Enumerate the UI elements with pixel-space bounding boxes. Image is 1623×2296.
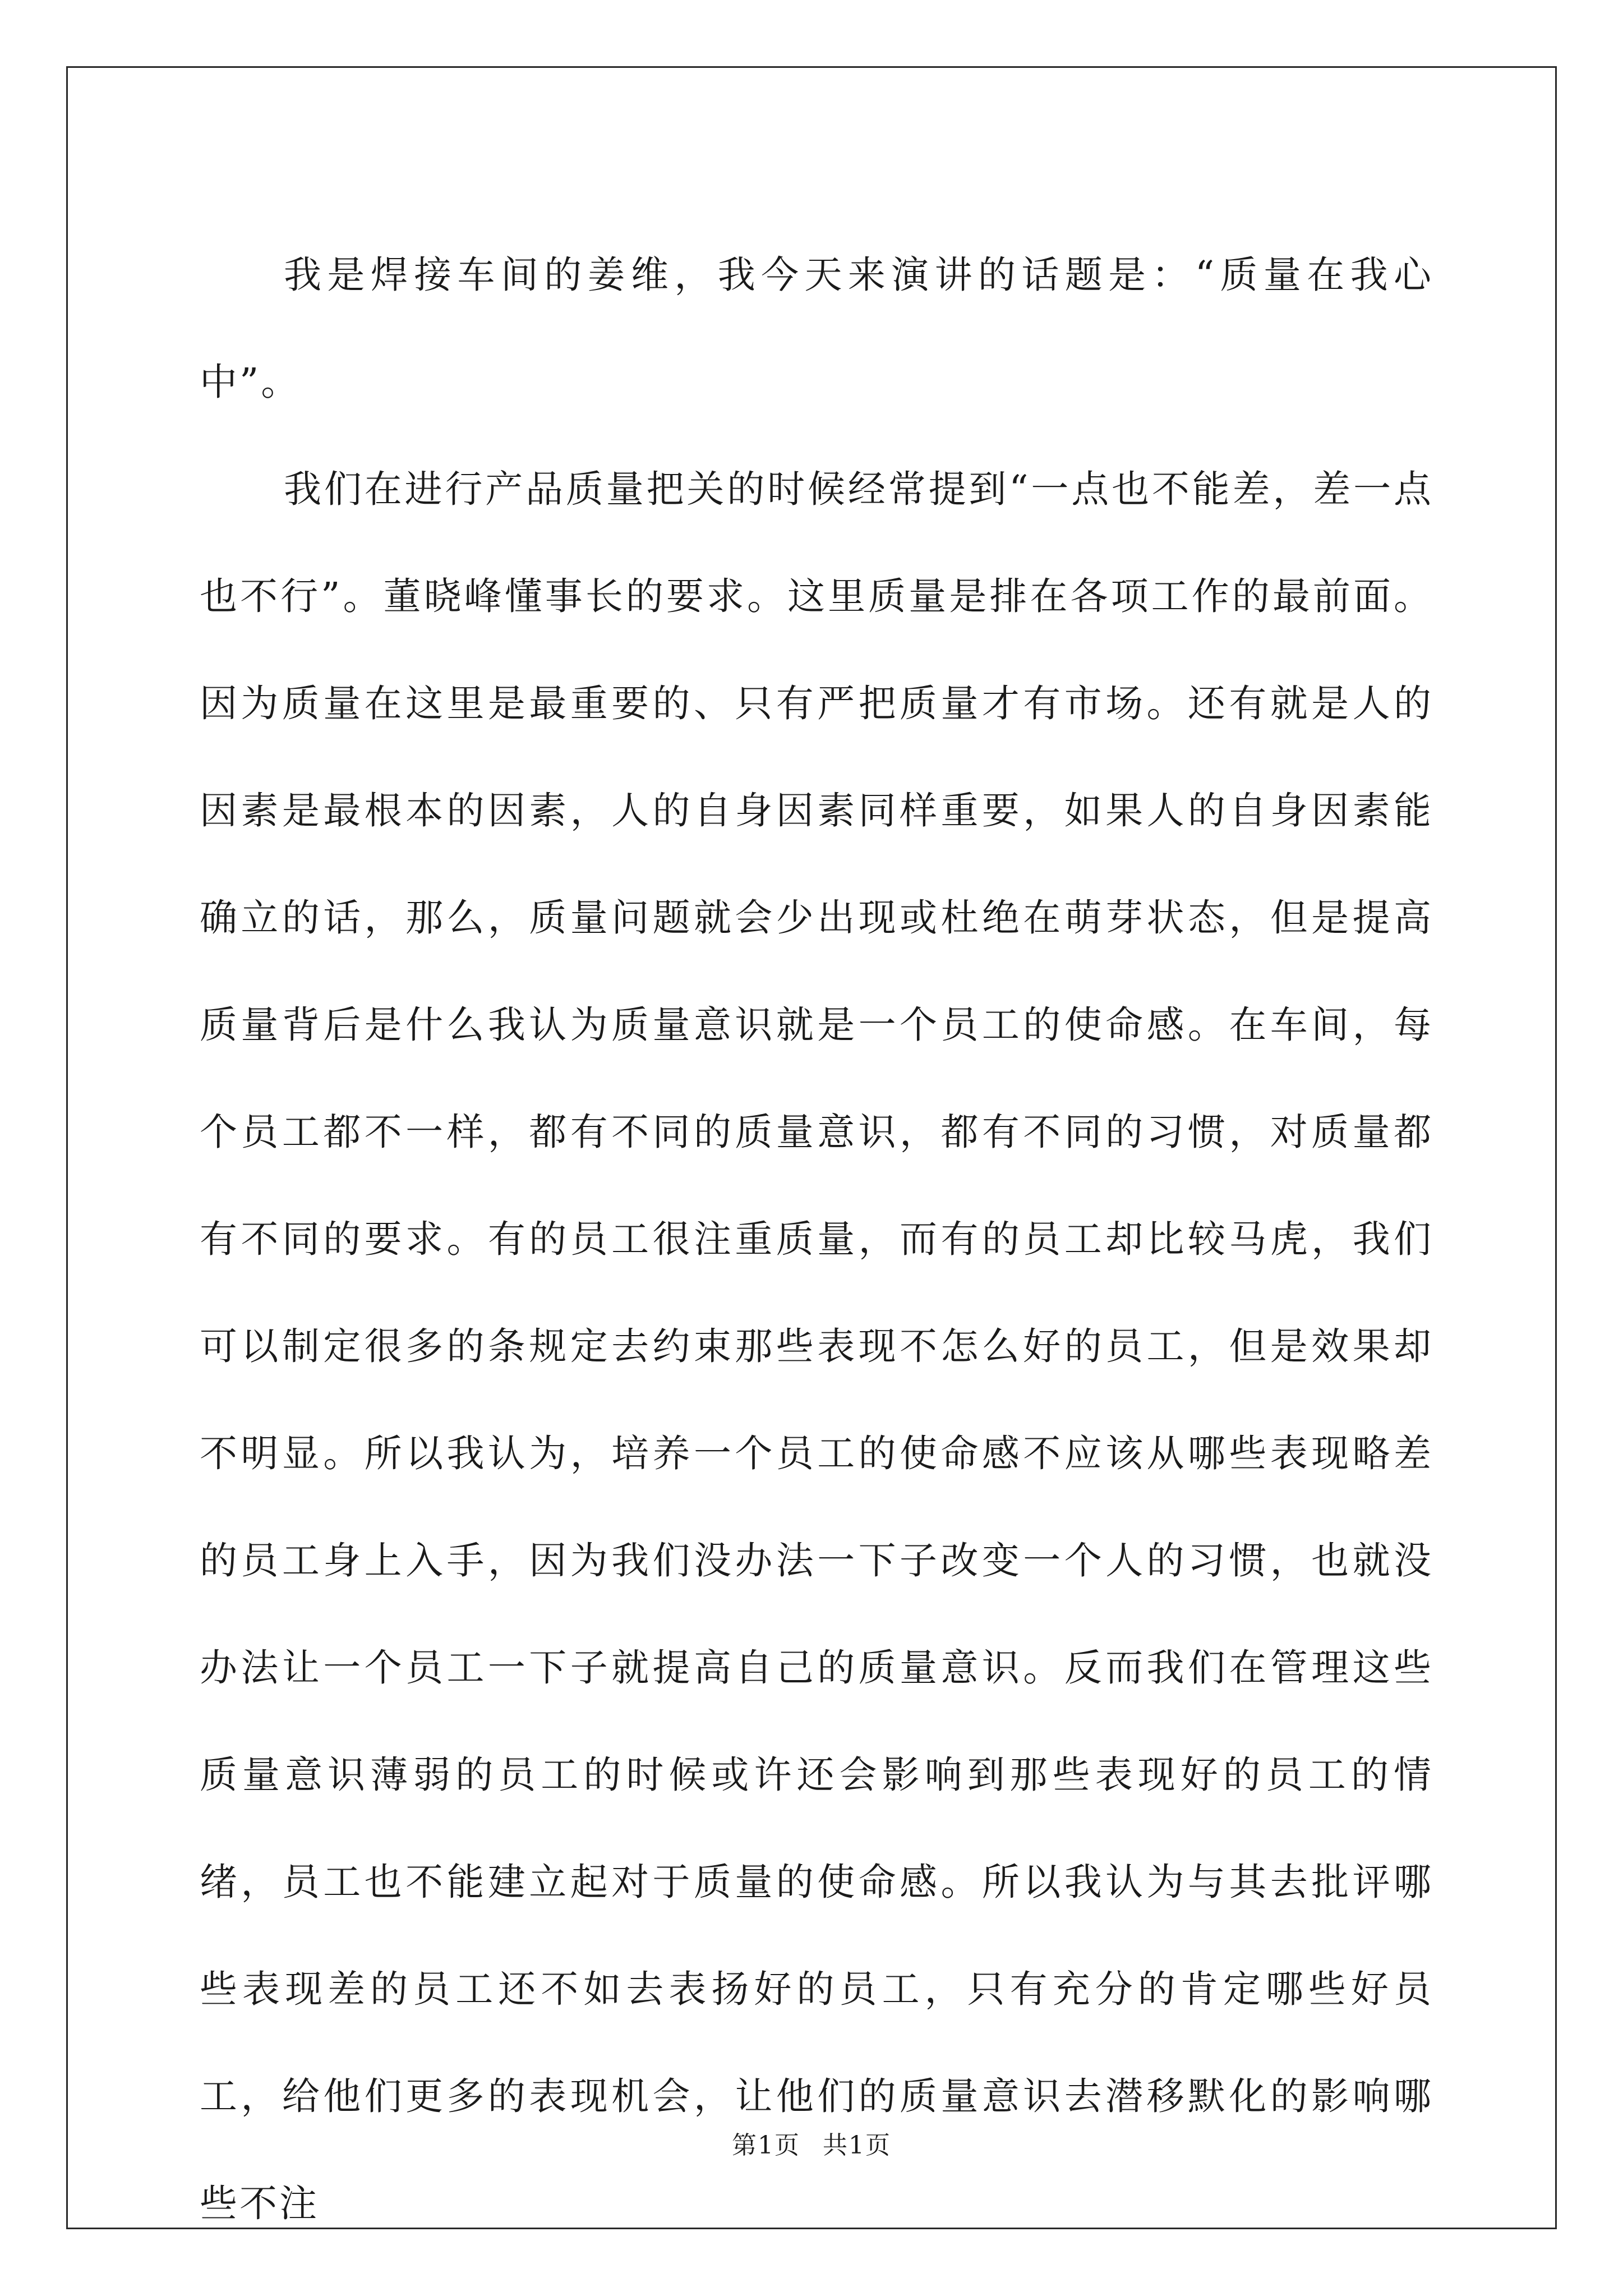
page-number: 第1页 xyxy=(732,2131,800,2160)
document-body xyxy=(200,222,1433,2257)
paragraph-1: 我是焊接车间的姜维，我今天来演讲的话题是：“质量在我心中”。 xyxy=(200,253,1433,404)
page-footer xyxy=(0,2125,1623,2161)
page-total: 共1页 xyxy=(823,2131,891,2160)
paragraph-2: 我们在进行产品质量把关的时候经常提到“一点也不能差，差一点也不行”。董晓峰懂事长的要求。这里质量是排在各项工作的最前面。因为质量在这里是最重要的、只有严把质量才有市场。还有就是人的因素是最根本的因素，人的自身因素同样重要，如果人的自身因素能确立的话，那么，质量问题就会少出现或杜绝在萌芽状态，但是提高质量背后是什么我认为质量意识就是一个员工的使命感。在车间，每个员工都不一样，都有不同的质量意识，都有不同的习惯，对质量都有不同的要求。有的员工很注重质量，而有的员工却比较马虎，我们可以制定很多的条规定去约束那些表现不怎么好的员工，但是效果却不明显。所以我认为，培养一个员工的使命感不应该从哪些表现略差的员工身上入手，因为我们没办法一下子改变一个人的习惯，也就没办法让一个员工一下子就提高自己的质量意识。反而我们在管理这些质量意识薄弱的员工的时候或许还会影响到那些表现好的员工的情绪，员工也不能建立起对于质量的使命感。所以我认为与其去批评哪些表现差的员工还不如去表扬好的员工，只有充分的肯定哪些好员工，给他们更多的表现机会，让他们的质量意识去潜移默化的影响哪些不注 xyxy=(200,467,1433,2225)
